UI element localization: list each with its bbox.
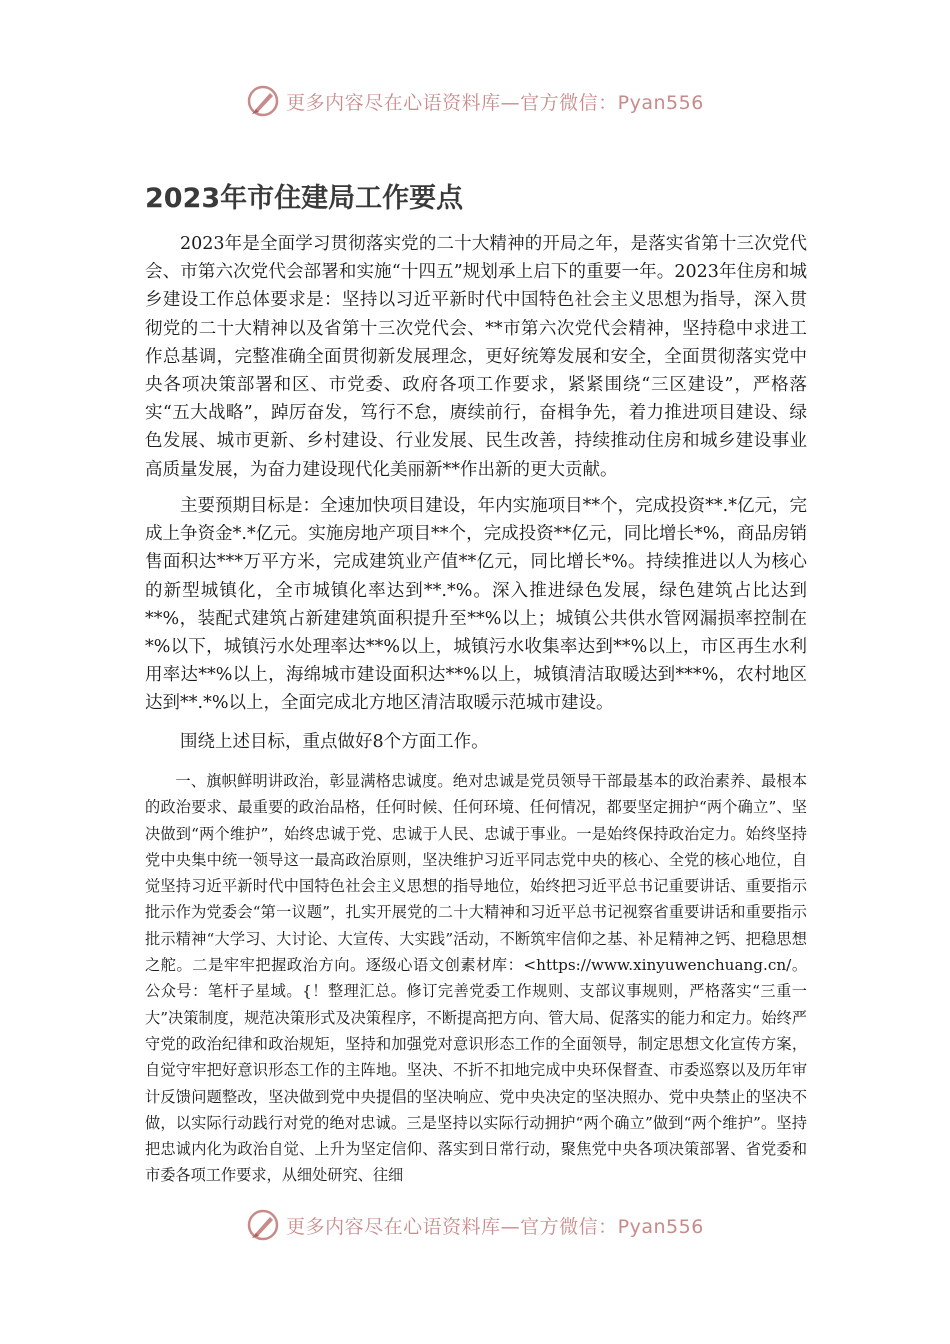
paragraph-targets: 主要预期目标是：全速加快项目建设，年内实施项目**个，完成投资**.*亿元，完成上争资金*.*亿元。实施房地产项目**个，完成投资**亿元，同比增长*%，商品房销售面积达***万平方米，完成建筑业产值**亿元，同比增长*%。持续推进以人为核心的新型城镇化，全市城镇化率达到**.*%。深入推进绿色发展，绿色建筑占比达到**%，装配式建筑占新建建筑面积提升至**%以上；城镇公共供水管网漏损率控制在*%以下，城镇污水处理率达**%以上，城镇污水收集率达到**%以上，市区再生水利用率达**%以上，海绵城市建设面积达**%以上，城镇清洁取暖达到***%，农村地区达到**.*%以上，全面完成北方地区清洁取暖示范城市建设。 bbox=[145, 496, 807, 714]
header-watermark bbox=[0, 84, 950, 118]
pen-logo-icon bbox=[246, 84, 280, 118]
paragraph-intro: 2023年是全面学习贯彻落实党的二十大精神的开局之年，是落实省第十三次党代会、市第六次党代会部署和实施“十四五”规划承上启下的重要一年。2023年住房和城乡建设工作总体要求是：坚持以习近平新时代中国特色社会主义思想为指导，深入贯彻党的二十大精神以及省第十三次党代会、**市第六次党代会精神，坚持稳中求进工作总基调，完整准确全面贯彻新发展理念，更好统筹发展和安全，全面贯彻落实党中央各项决策部署和区、市党委、政府各项工作要求，紧紧围绕“三区建设”，严格落实“五大战略”，踔厉奋发，笃行不怠，赓续前行，奋楫争先，着力推进项目建设、绿色发展、城市更新、乡村建设、行业发展、民生改善，持续推动住房和城乡建设事业高质量发展，为奋力建设现代化美丽新**作出新的更大贡献。 bbox=[145, 234, 807, 480]
footer-watermark bbox=[0, 1208, 950, 1242]
watermark-text: 更多内容尽在心语资料库—官方微信：Pyan556 bbox=[286, 91, 704, 114]
paragraph-focus: 围绕上述目标，重点做好8个方面工作。 bbox=[180, 732, 489, 752]
watermark-text: 更多内容尽在心语资料库—官方微信：Pyan556 bbox=[286, 1215, 704, 1238]
paragraph-section-one: 一、旗帜鲜明讲政治，彰显满格忠诚度。绝对忠诚是党员领导干部最基本的政治素养、最根本的政治要求、最重要的政治品格，任何时候、任何环境、任何情况，都要坚定拥护“两个确立”、坚决做到“两个维护”，始终忠诚于党、忠诚于人民、忠诚于事业。一是始终保持政治定力。始终坚持党中央集中统一领导这一最高政治原则，坚决维护习近平同志党中央的核心、全党的核心地位，自觉坚持习近平新时代中国特色社会主义思想的指导地位，始终把习近平总书记重要讲话、重要指示批示作为党委会“第一议题”，扎实开展党的二十大精神和习近平总书记视察省重要讲话和重要指示批示精神“大学习、大讨论、大宣传、大实践”活动，不断筑牢信仰之基、补足精神之钙、把稳思想之舵。二是牢牢把握政治方向。逐级心语文创素材库：<https://www.xinyuwenchuang.cn/。公众号：笔杆子星域。{！整理汇总。修订完善党委工作规则、支部议事规则，严格落实“三重一大”决策制度，规范决策形式及决策程序，不断提高把方向、管大局、促落实的能力和定力。始终严守党的政治纪律和政治规矩，坚持和加强党对意识形态工作的全面领导，制定思想文化宣传方案，自觉守牢把好意识形态工作的主阵地。坚决、不折不扣地完成中央环保督查、市委巡察以及历年审计反馈问题整改，坚决做到党中央提倡的坚决响应、党中央决定的坚决照办、党中央禁止的坚决不做，以实际行动践行对党的绝对忠诚。三是坚持以实际行动拥护“两个确立”做到“两个维护”。坚持把忠诚内化为政治自觉、上升为坚定信仰、落实到日常行动，聚焦党中央各项决策部署、省党委和市委各项工作要求，从细处研究、往细 bbox=[145, 772, 807, 1185]
document-title: 2023年市住建局工作要点 bbox=[145, 183, 464, 214]
pen-logo-icon bbox=[246, 1208, 280, 1242]
